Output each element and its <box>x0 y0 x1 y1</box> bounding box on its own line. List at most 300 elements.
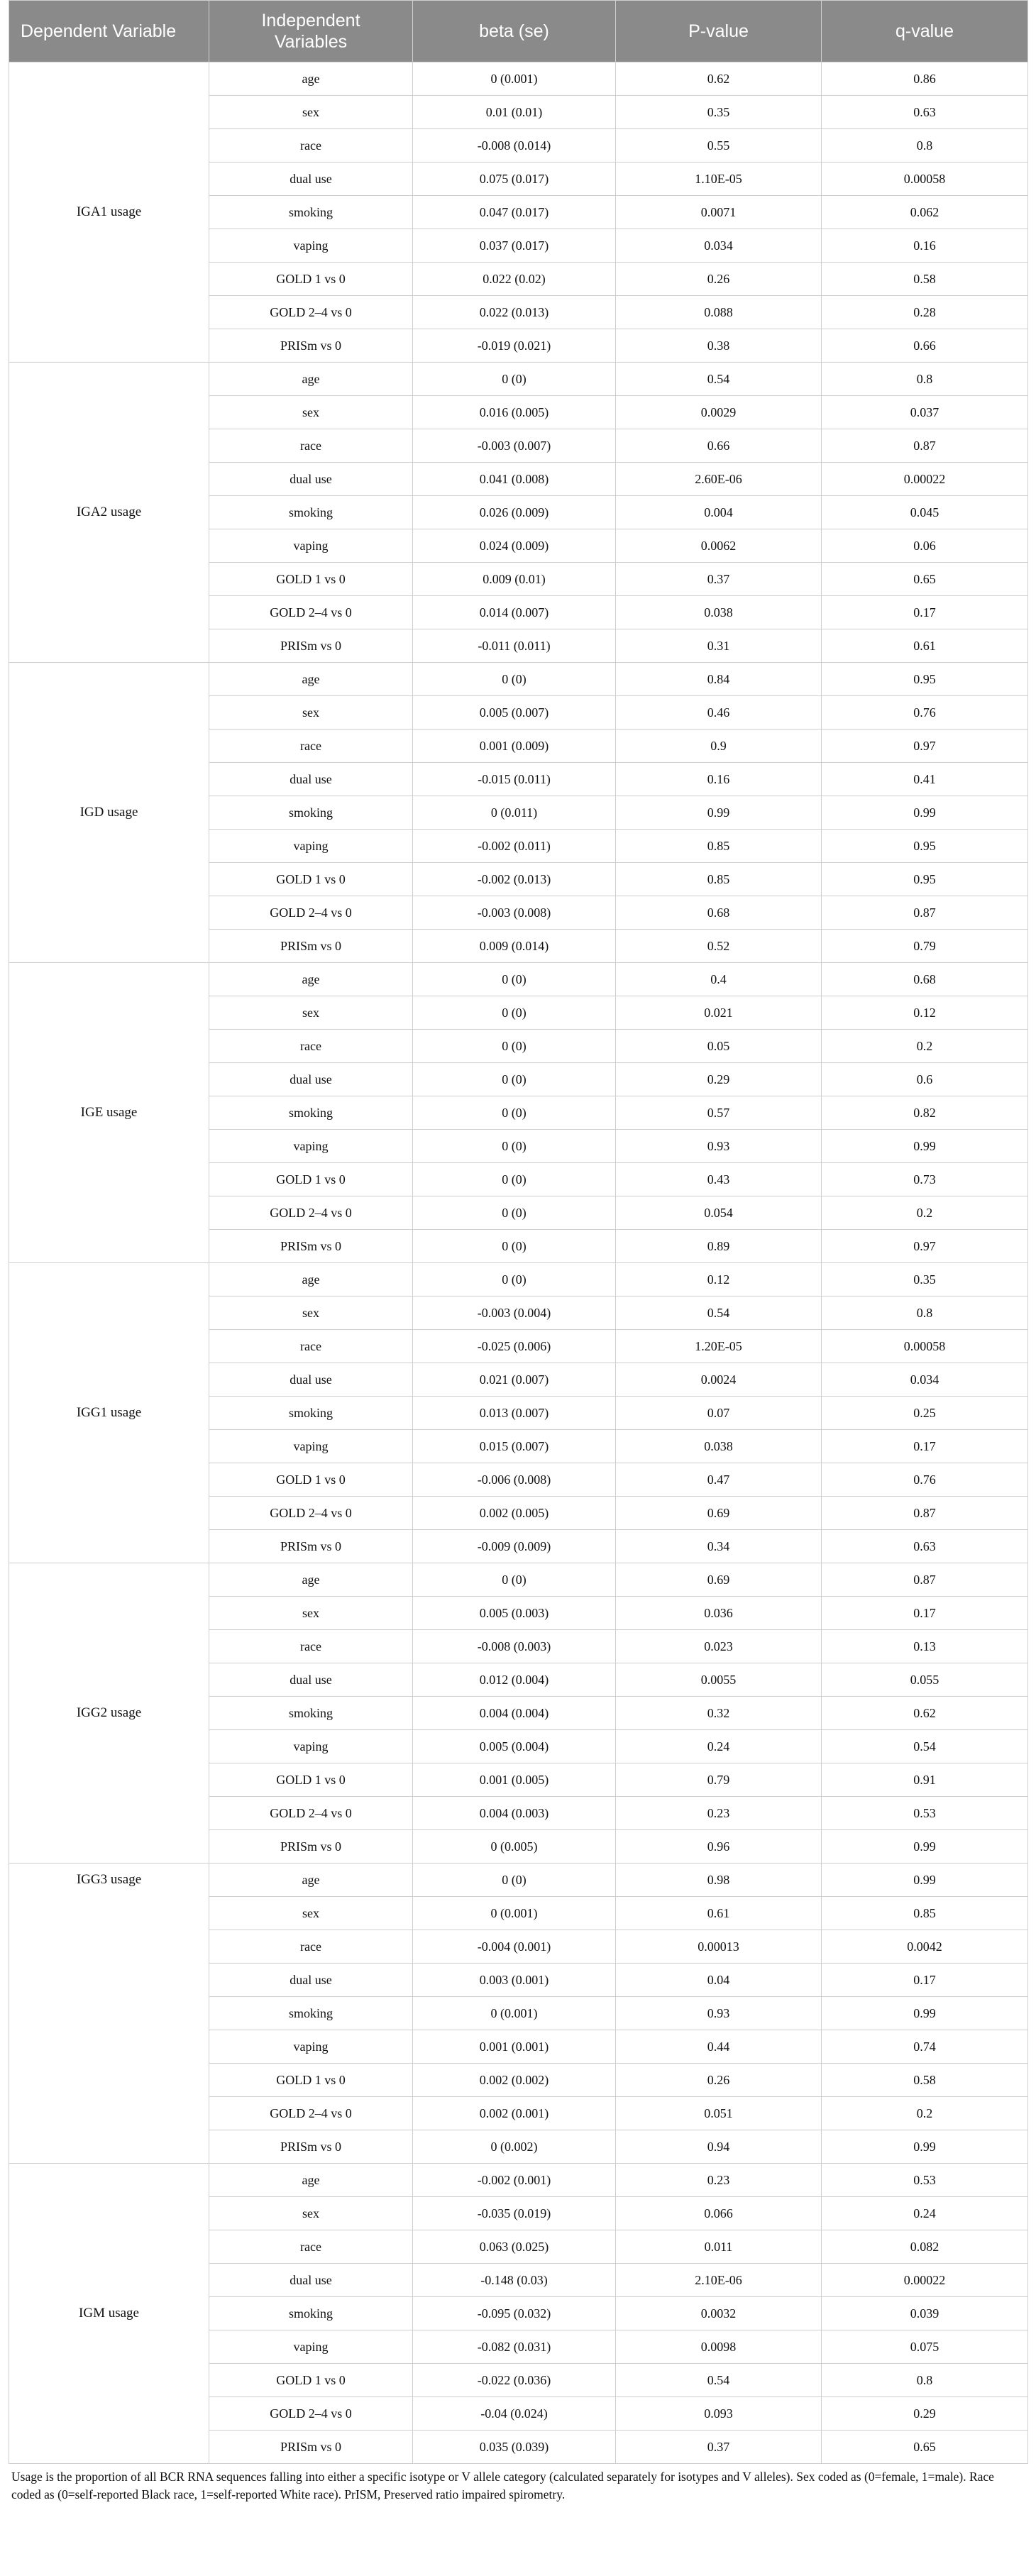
p-value-cell: 0.0024 <box>616 1363 822 1397</box>
q-value-cell: 0.13 <box>822 1630 1028 1663</box>
independent-variable-cell: GOLD 1 vs 0 <box>209 2364 413 2397</box>
table-row <box>9 1263 1028 1297</box>
p-value-cell: 0.52 <box>616 930 822 963</box>
q-value-cell: 0.8 <box>822 1297 1028 1330</box>
independent-variable-cell: smoking <box>209 1096 413 1130</box>
independent-variable-cell: GOLD 2–4 vs 0 <box>209 596 413 629</box>
q-value-cell: 0.62 <box>822 1697 1028 1730</box>
independent-variable-cell: dual use <box>209 463 413 496</box>
p-value-cell: 0.26 <box>616 263 822 296</box>
p-value-cell: 0.16 <box>616 763 822 796</box>
independent-variable-cell: GOLD 2–4 vs 0 <box>209 1497 413 1530</box>
beta-se-cell: 0 (0) <box>413 1163 616 1196</box>
beta-se-cell: 0 (0) <box>413 1196 616 1230</box>
beta-se-cell: -0.082 (0.031) <box>413 2330 616 2364</box>
beta-se-cell: -0.019 (0.021) <box>413 329 616 363</box>
p-value-cell: 0.0071 <box>616 196 822 229</box>
independent-variable-cell: GOLD 1 vs 0 <box>209 2064 413 2097</box>
beta-se-cell: 0.024 (0.009) <box>413 529 616 563</box>
q-value-cell: 0.65 <box>822 2431 1028 2464</box>
beta-se-cell: 0.001 (0.001) <box>413 2030 616 2064</box>
beta-se-cell: 0.005 (0.003) <box>413 1597 616 1630</box>
independent-variable-cell: GOLD 1 vs 0 <box>209 863 413 896</box>
q-value-cell: 0.99 <box>822 1130 1028 1163</box>
q-value-cell: 0.99 <box>822 1997 1028 2030</box>
beta-se-cell: 0.005 (0.007) <box>413 696 616 730</box>
q-value-cell: 0.99 <box>822 1830 1028 1864</box>
beta-se-cell: 0.075 (0.017) <box>413 163 616 196</box>
dependent-variable-cell: IGD usage <box>9 663 209 963</box>
beta-se-cell: 0.026 (0.009) <box>413 496 616 529</box>
q-value-cell: 0.87 <box>822 1563 1028 1597</box>
independent-variable-cell: vaping <box>209 229 413 263</box>
p-value-cell: 0.054 <box>616 1196 822 1230</box>
p-value-cell: 0.38 <box>616 329 822 363</box>
q-value-cell: 0.24 <box>822 2197 1028 2230</box>
beta-se-cell: -0.022 (0.036) <box>413 2364 616 2397</box>
p-value-cell: 0.31 <box>616 629 822 663</box>
table-page <box>9 0 1027 2504</box>
p-value-cell: 0.0098 <box>616 2330 822 2364</box>
beta-se-cell: 0.014 (0.007) <box>413 596 616 629</box>
q-value-cell: 0.037 <box>822 396 1028 429</box>
beta-se-cell: 0 (0) <box>413 1563 616 1597</box>
p-value-cell: 0.4 <box>616 963 822 996</box>
q-value-cell: 0.95 <box>822 663 1028 696</box>
q-value-cell: 0.06 <box>822 529 1028 563</box>
q-value-cell: 0.075 <box>822 2330 1028 2364</box>
q-value-cell: 0.76 <box>822 696 1028 730</box>
independent-variable-cell: GOLD 2–4 vs 0 <box>209 896 413 930</box>
beta-se-cell: 0.037 (0.017) <box>413 229 616 263</box>
independent-variable-cell: vaping <box>209 2330 413 2364</box>
p-value-cell: 0.051 <box>616 2097 822 2130</box>
beta-se-cell: -0.015 (0.011) <box>413 763 616 796</box>
p-value-cell: 0.93 <box>616 1997 822 2030</box>
dependent-variable-cell: IGM usage <box>9 2164 209 2464</box>
p-value-cell: 0.46 <box>616 696 822 730</box>
p-value-cell: 0.62 <box>616 62 822 96</box>
header-independent-line1: Independent <box>261 11 360 31</box>
q-value-cell: 0.2 <box>822 1030 1028 1063</box>
q-value-cell: 0.79 <box>822 930 1028 963</box>
q-value-cell: 0.99 <box>822 1864 1028 1897</box>
beta-se-cell: -0.011 (0.011) <box>413 629 616 663</box>
beta-se-cell: 0.013 (0.007) <box>413 1397 616 1430</box>
independent-variable-cell: age <box>209 62 413 96</box>
independent-variable-cell: PRISm vs 0 <box>209 629 413 663</box>
q-value-cell: 0.53 <box>822 1797 1028 1830</box>
table-row <box>9 663 1028 696</box>
p-value-cell: 0.07 <box>616 1397 822 1430</box>
independent-variable-cell: dual use <box>209 1363 413 1397</box>
p-value-cell: 0.021 <box>616 996 822 1030</box>
p-value-cell: 0.35 <box>616 96 822 129</box>
p-value-cell: 0.26 <box>616 2064 822 2097</box>
beta-se-cell: -0.008 (0.003) <box>413 1630 616 1663</box>
beta-se-cell: -0.002 (0.001) <box>413 2164 616 2197</box>
beta-se-cell: -0.035 (0.019) <box>413 2197 616 2230</box>
table-row <box>9 2164 1028 2197</box>
beta-se-cell: 0 (0) <box>413 1230 616 1263</box>
independent-variable-cell: GOLD 2–4 vs 0 <box>209 1196 413 1230</box>
dependent-variable-cell: IGA1 usage <box>9 62 209 363</box>
beta-se-cell: 0.047 (0.017) <box>413 196 616 229</box>
p-value-cell: 0.0029 <box>616 396 822 429</box>
q-value-cell: 0.54 <box>822 1730 1028 1763</box>
q-value-cell: 0.045 <box>822 496 1028 529</box>
beta-se-cell: -0.002 (0.011) <box>413 830 616 863</box>
independent-variable-cell: age <box>209 1563 413 1597</box>
independent-variable-cell: GOLD 1 vs 0 <box>209 263 413 296</box>
beta-se-cell: -0.025 (0.006) <box>413 1330 616 1363</box>
footnote-line1: Usage is the proportion of all BCR RNA sequences falling into either a specific isotype or V allele category (calculated separately for isotypes and V alleles). Sex coded as (0=female, 1=male). Race <box>11 2470 994 2484</box>
p-value-cell: 0.37 <box>616 2431 822 2464</box>
p-value-cell: 0.55 <box>616 129 822 163</box>
p-value-cell: 0.54 <box>616 2364 822 2397</box>
q-value-cell: 0.082 <box>822 2230 1028 2264</box>
p-value-cell: 0.89 <box>616 1230 822 1263</box>
dependent-variable-cell: IGE usage <box>9 963 209 1263</box>
p-value-cell: 1.10E-05 <box>616 163 822 196</box>
independent-variable-cell: sex <box>209 2197 413 2230</box>
independent-variable-cell: PRISm vs 0 <box>209 329 413 363</box>
independent-variable-cell: age <box>209 1864 413 1897</box>
p-value-cell: 0.23 <box>616 1797 822 1830</box>
p-value-cell: 0.12 <box>616 1263 822 1297</box>
p-value-cell: 0.0032 <box>616 2297 822 2330</box>
beta-se-cell: 0 (0) <box>413 363 616 396</box>
p-value-cell: 0.85 <box>616 863 822 896</box>
q-value-cell: 0.16 <box>822 229 1028 263</box>
independent-variable-cell: vaping <box>209 529 413 563</box>
beta-se-cell: 0.01 (0.01) <box>413 96 616 129</box>
q-value-cell: 0.0042 <box>822 1930 1028 1964</box>
q-value-cell: 0.055 <box>822 1663 1028 1697</box>
p-value-cell: 0.023 <box>616 1630 822 1663</box>
beta-se-cell: 0.015 (0.007) <box>413 1430 616 1463</box>
beta-se-cell: 0.005 (0.004) <box>413 1730 616 1763</box>
q-value-cell: 0.68 <box>822 963 1028 996</box>
q-value-cell: 0.53 <box>822 2164 1028 2197</box>
dependent-variable-cell: IGG3 usage <box>9 1864 209 2164</box>
beta-se-cell: 0.022 (0.013) <box>413 296 616 329</box>
independent-variable-cell: dual use <box>209 1964 413 1997</box>
q-value-cell: 0.99 <box>822 2130 1028 2164</box>
beta-se-cell: -0.148 (0.03) <box>413 2264 616 2297</box>
p-value-cell: 0.29 <box>616 1063 822 1096</box>
beta-se-cell: 0.004 (0.003) <box>413 1797 616 1830</box>
p-value-cell: 0.47 <box>616 1463 822 1497</box>
beta-se-cell: -0.008 (0.014) <box>413 129 616 163</box>
p-value-cell: 0.61 <box>616 1897 822 1930</box>
p-value-cell: 0.98 <box>616 1864 822 1897</box>
p-value-cell: 0.54 <box>616 363 822 396</box>
table-footnote <box>9 2468 1027 2504</box>
p-value-cell: 0.34 <box>616 1530 822 1563</box>
beta-se-cell: 0.002 (0.002) <box>413 2064 616 2097</box>
beta-se-cell: 0.012 (0.004) <box>413 1663 616 1697</box>
independent-variable-cell: sex <box>209 696 413 730</box>
independent-variable-cell: dual use <box>209 763 413 796</box>
independent-variable-cell: sex <box>209 96 413 129</box>
header-independent-line2: Variables <box>274 32 348 52</box>
header-p-value: P-value <box>616 1 822 62</box>
q-value-cell: 0.58 <box>822 263 1028 296</box>
independent-variable-cell: age <box>209 663 413 696</box>
q-value-cell: 0.12 <box>822 996 1028 1030</box>
independent-variable-cell: GOLD 2–4 vs 0 <box>209 2097 413 2130</box>
beta-se-cell: 0.016 (0.005) <box>413 396 616 429</box>
beta-se-cell: 0 (0) <box>413 996 616 1030</box>
beta-se-cell: 0.003 (0.001) <box>413 1964 616 1997</box>
header-q-value: q-value <box>822 1 1028 62</box>
q-value-cell: 0.95 <box>822 863 1028 896</box>
header-independent-variables <box>209 1 413 62</box>
p-value-cell: 0.038 <box>616 1430 822 1463</box>
independent-variable-cell: race <box>209 730 413 763</box>
q-value-cell: 0.41 <box>822 763 1028 796</box>
beta-se-cell: 0 (0) <box>413 1263 616 1297</box>
beta-se-cell: 0.022 (0.02) <box>413 263 616 296</box>
q-value-cell: 0.8 <box>822 129 1028 163</box>
q-value-cell: 0.2 <box>822 1196 1028 1230</box>
p-value-cell: 0.99 <box>616 796 822 830</box>
beta-se-cell: -0.009 (0.009) <box>413 1530 616 1563</box>
table-body <box>9 62 1028 2464</box>
q-value-cell: 0.63 <box>822 1530 1028 1563</box>
p-value-cell: 1.20E-05 <box>616 1330 822 1363</box>
independent-variable-cell: vaping <box>209 1130 413 1163</box>
independent-variable-cell: dual use <box>209 1063 413 1096</box>
q-value-cell: 0.17 <box>822 1597 1028 1630</box>
p-value-cell: 0.011 <box>616 2230 822 2264</box>
p-value-cell: 0.37 <box>616 563 822 596</box>
q-value-cell: 0.25 <box>822 1397 1028 1430</box>
p-value-cell: 0.066 <box>616 2197 822 2230</box>
independent-variable-cell: race <box>209 1330 413 1363</box>
independent-variable-cell: GOLD 2–4 vs 0 <box>209 296 413 329</box>
independent-variable-cell: vaping <box>209 2030 413 2064</box>
p-value-cell: 0.85 <box>616 830 822 863</box>
beta-se-cell: -0.002 (0.013) <box>413 863 616 896</box>
footnote-line2: coded as (0=self-reported Black race, 1=self-reported White race). PrISM, Preserved ratio impaired spirometry. <box>11 2487 566 2501</box>
beta-se-cell: 0.001 (0.005) <box>413 1763 616 1797</box>
beta-se-cell: 0.004 (0.004) <box>413 1697 616 1730</box>
q-value-cell: 0.039 <box>822 2297 1028 2330</box>
dependent-variable-cell: IGG2 usage <box>9 1563 209 1864</box>
independent-variable-cell: GOLD 2–4 vs 0 <box>209 2397 413 2431</box>
independent-variable-cell: sex <box>209 996 413 1030</box>
beta-se-cell: -0.003 (0.008) <box>413 896 616 930</box>
q-value-cell: 0.95 <box>822 830 1028 863</box>
table-row <box>9 363 1028 396</box>
independent-variable-cell: PRISm vs 0 <box>209 930 413 963</box>
independent-variable-cell: race <box>209 429 413 463</box>
q-value-cell: 0.2 <box>822 2097 1028 2130</box>
beta-se-cell: -0.095 (0.032) <box>413 2297 616 2330</box>
independent-variable-cell: age <box>209 963 413 996</box>
p-value-cell: 0.093 <box>616 2397 822 2431</box>
beta-se-cell: 0 (0.001) <box>413 1997 616 2030</box>
independent-variable-cell: GOLD 1 vs 0 <box>209 563 413 596</box>
beta-se-cell: 0 (0) <box>413 1130 616 1163</box>
table-header-row <box>9 1 1028 62</box>
beta-se-cell: -0.04 (0.024) <box>413 2397 616 2431</box>
beta-se-cell: 0 (0) <box>413 1063 616 1096</box>
beta-se-cell: 0.009 (0.01) <box>413 563 616 596</box>
p-value-cell: 0.038 <box>616 596 822 629</box>
q-value-cell: 0.6 <box>822 1063 1028 1096</box>
independent-variable-cell: sex <box>209 1597 413 1630</box>
q-value-cell: 0.28 <box>822 296 1028 329</box>
p-value-cell: 0.79 <box>616 1763 822 1797</box>
independent-variable-cell: age <box>209 2164 413 2197</box>
q-value-cell: 0.97 <box>822 1230 1028 1263</box>
p-value-cell: 0.24 <box>616 1730 822 1763</box>
independent-variable-cell: GOLD 1 vs 0 <box>209 1163 413 1196</box>
beta-se-cell: -0.003 (0.007) <box>413 429 616 463</box>
p-value-cell: 0.9 <box>616 730 822 763</box>
p-value-cell: 0.57 <box>616 1096 822 1130</box>
q-value-cell: 0.87 <box>822 896 1028 930</box>
beta-se-cell: -0.003 (0.004) <box>413 1297 616 1330</box>
table-row <box>9 963 1028 996</box>
beta-se-cell: 0 (0.001) <box>413 1897 616 1930</box>
independent-variable-cell: vaping <box>209 1430 413 1463</box>
q-value-cell: 0.062 <box>822 196 1028 229</box>
q-value-cell: 0.58 <box>822 2064 1028 2097</box>
beta-se-cell: 0 (0.001) <box>413 62 616 96</box>
q-value-cell: 0.00058 <box>822 163 1028 196</box>
independent-variable-cell: sex <box>209 1297 413 1330</box>
regression-table <box>9 0 1028 2464</box>
independent-variable-cell: PRISm vs 0 <box>209 1830 413 1864</box>
independent-variable-cell: PRISm vs 0 <box>209 2130 413 2164</box>
independent-variable-cell: PRISm vs 0 <box>209 2431 413 2464</box>
p-value-cell: 0.0055 <box>616 1663 822 1697</box>
q-value-cell: 0.35 <box>822 1263 1028 1297</box>
p-value-cell: 0.088 <box>616 296 822 329</box>
q-value-cell: 0.17 <box>822 1964 1028 1997</box>
dependent-variable-cell: IGG1 usage <box>9 1263 209 1563</box>
q-value-cell: 0.8 <box>822 2364 1028 2397</box>
p-value-cell: 0.68 <box>616 896 822 930</box>
table-row <box>9 1563 1028 1597</box>
p-value-cell: 0.036 <box>616 1597 822 1630</box>
independent-variable-cell: race <box>209 129 413 163</box>
beta-se-cell: 0.002 (0.005) <box>413 1497 616 1530</box>
independent-variable-cell: sex <box>209 1897 413 1930</box>
beta-se-cell: 0 (0) <box>413 663 616 696</box>
independent-variable-cell: smoking <box>209 796 413 830</box>
independent-variable-cell: GOLD 1 vs 0 <box>209 1463 413 1497</box>
independent-variable-cell: race <box>209 1630 413 1663</box>
p-value-cell: 0.96 <box>616 1830 822 1864</box>
table-row <box>9 62 1028 96</box>
p-value-cell: 0.32 <box>616 1697 822 1730</box>
p-value-cell: 0.93 <box>616 1130 822 1163</box>
p-value-cell: 2.10E-06 <box>616 2264 822 2297</box>
beta-se-cell: 0 (0.005) <box>413 1830 616 1864</box>
independent-variable-cell: smoking <box>209 1397 413 1430</box>
independent-variable-cell: GOLD 1 vs 0 <box>209 1763 413 1797</box>
q-value-cell: 0.00022 <box>822 463 1028 496</box>
q-value-cell: 0.00058 <box>822 1330 1028 1363</box>
q-value-cell: 0.29 <box>822 2397 1028 2431</box>
p-value-cell: 0.69 <box>616 1563 822 1597</box>
p-value-cell: 0.44 <box>616 2030 822 2064</box>
independent-variable-cell: age <box>209 1263 413 1297</box>
q-value-cell: 0.76 <box>822 1463 1028 1497</box>
independent-variable-cell: smoking <box>209 1697 413 1730</box>
p-value-cell: 0.04 <box>616 1964 822 1997</box>
p-value-cell: 0.0062 <box>616 529 822 563</box>
q-value-cell: 0.17 <box>822 596 1028 629</box>
q-value-cell: 0.65 <box>822 563 1028 596</box>
q-value-cell: 0.61 <box>822 629 1028 663</box>
independent-variable-cell: PRISm vs 0 <box>209 1530 413 1563</box>
p-value-cell: 0.43 <box>616 1163 822 1196</box>
beta-se-cell: 0.021 (0.007) <box>413 1363 616 1397</box>
p-value-cell: 0.00013 <box>616 1930 822 1964</box>
beta-se-cell: 0 (0) <box>413 1096 616 1130</box>
p-value-cell: 2.60E-06 <box>616 463 822 496</box>
p-value-cell: 0.23 <box>616 2164 822 2197</box>
q-value-cell: 0.00022 <box>822 2264 1028 2297</box>
q-value-cell: 0.74 <box>822 2030 1028 2064</box>
beta-se-cell: 0 (0) <box>413 1864 616 1897</box>
independent-variable-cell: race <box>209 1930 413 1964</box>
dependent-variable-cell: IGA2 usage <box>9 363 209 663</box>
beta-se-cell: 0.063 (0.025) <box>413 2230 616 2264</box>
beta-se-cell: 0.041 (0.008) <box>413 463 616 496</box>
independent-variable-cell: GOLD 2–4 vs 0 <box>209 1797 413 1830</box>
independent-variable-cell: age <box>209 363 413 396</box>
q-value-cell: 0.99 <box>822 796 1028 830</box>
p-value-cell: 0.05 <box>616 1030 822 1063</box>
independent-variable-cell: smoking <box>209 496 413 529</box>
independent-variable-cell: vaping <box>209 830 413 863</box>
independent-variable-cell: dual use <box>209 163 413 196</box>
beta-se-cell: 0.009 (0.014) <box>413 930 616 963</box>
q-value-cell: 0.87 <box>822 429 1028 463</box>
beta-se-cell: -0.006 (0.008) <box>413 1463 616 1497</box>
beta-se-cell: 0 (0) <box>413 1030 616 1063</box>
independent-variable-cell: smoking <box>209 2297 413 2330</box>
independent-variable-cell: smoking <box>209 1997 413 2030</box>
p-value-cell: 0.94 <box>616 2130 822 2164</box>
table-row <box>9 1864 1028 1897</box>
beta-se-cell: 0.001 (0.009) <box>413 730 616 763</box>
independent-variable-cell: race <box>209 2230 413 2264</box>
q-value-cell: 0.91 <box>822 1763 1028 1797</box>
independent-variable-cell: race <box>209 1030 413 1063</box>
beta-se-cell: 0 (0.011) <box>413 796 616 830</box>
p-value-cell: 0.004 <box>616 496 822 529</box>
q-value-cell: 0.8 <box>822 363 1028 396</box>
independent-variable-cell: dual use <box>209 1663 413 1697</box>
beta-se-cell: -0.004 (0.001) <box>413 1930 616 1964</box>
q-value-cell: 0.85 <box>822 1897 1028 1930</box>
independent-variable-cell: PRISm vs 0 <box>209 1230 413 1263</box>
header-dependent-variable: Dependent Variable <box>9 1 209 62</box>
p-value-cell: 0.034 <box>616 229 822 263</box>
independent-variable-cell: dual use <box>209 2264 413 2297</box>
q-value-cell: 0.63 <box>822 96 1028 129</box>
q-value-cell: 0.66 <box>822 329 1028 363</box>
beta-se-cell: 0.002 (0.001) <box>413 2097 616 2130</box>
